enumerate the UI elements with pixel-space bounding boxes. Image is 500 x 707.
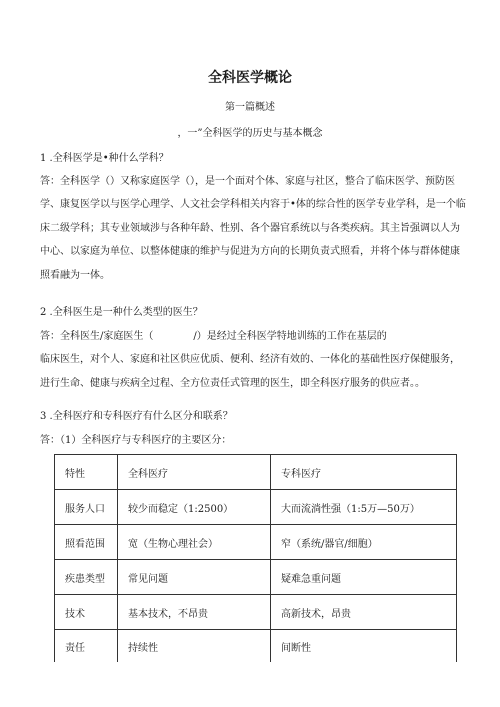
answer-3-intro: 答：（1）全科医疗与专科医疗的主要区分： <box>40 435 232 446</box>
table-cell: 常见问题 <box>118 560 271 595</box>
table-cell: 宽（生物心理社会） <box>118 525 271 560</box>
table-cell: 大而流淌性强（1:5万—50万） <box>271 490 457 525</box>
table-row <box>55 630 457 663</box>
answer-2-line: 进行生命、健康与疾病全过程、全方位责任式管理的医生，即全科医疗服务的供应者。。 <box>40 377 425 389</box>
answer-1 <box>40 170 470 287</box>
document-title: 全科医学概论 <box>208 70 292 86</box>
question-1: 1 .全科医学是•种什么学科？ <box>40 153 169 164</box>
answer-1-line: 中心、以家庭为单位、以整体健康的维护与促进为方向的长期负责式照看，并将个体与群体健康 <box>40 246 460 258</box>
table-cell: 较少而稳定（1:2500） <box>118 490 271 525</box>
table-cell: 服务人口 <box>55 490 118 525</box>
table-cell: 疾患类型 <box>55 560 118 595</box>
answer-1-line: 答：全科医学（）又称家庭医学（），是一个面对个体、家庭与社区，整合了临床医学、预防医 <box>40 176 455 187</box>
answer-1-line: 床二级学科；其专业领域涉与各种年龄、性别、各个器官系统以与各类疾病。其主旨强调以人为 <box>40 222 460 234</box>
table-cell: 间断性 <box>271 630 457 663</box>
table-cell: 全科医疗 <box>118 455 271 490</box>
table-cell: 高新技术，昂贵 <box>271 595 457 630</box>
answer-1-line: 照看融为一体。 <box>40 269 110 281</box>
table-cell: 窄（系统/器官/细胞） <box>271 525 457 560</box>
table-cell: 基本技术，不昂贵 <box>118 595 271 630</box>
comparison-table <box>54 454 457 662</box>
answer-2-line: 临床医生，对个人、家庭和社区供应优质、便利、经济有效的、一体化的基础性医疗保健服务， <box>40 354 460 366</box>
answer-1-line: 学、康复医学以与医学心理学、人文社会学科相关内容于•体的综合性的医学专业学科，是一个临 <box>40 199 466 211</box>
section-heading: ，一”全科医学的历史与基本概念 <box>177 128 323 139</box>
answer-2 <box>40 325 470 395</box>
table-row <box>55 455 457 490</box>
chapter-subtitle: 第一篇概述 <box>225 102 275 113</box>
table-row <box>55 490 457 525</box>
table-row <box>55 595 457 630</box>
table-row <box>55 560 457 595</box>
table-row <box>55 525 457 560</box>
table-cell: 专科医疗 <box>271 455 457 490</box>
table-cell: 照看范围 <box>55 525 118 560</box>
table-cell: 责任 <box>55 630 118 663</box>
table-cell: 特性 <box>55 455 118 490</box>
table-cell: 持续性 <box>118 630 271 663</box>
question-3: 3 .全科医疗和专科医疗有什么区分和联系？ <box>40 411 233 422</box>
answer-2-line: 答：全科医生/家庭医生（ /）是经过全科医学特地训练的工作在基层的 <box>40 331 387 342</box>
table-cell: 技术 <box>55 595 118 630</box>
question-2: 2 .全科医生是一种什么类型的医生？ <box>40 307 203 318</box>
table-cell: 疑难急重问题 <box>271 560 457 595</box>
